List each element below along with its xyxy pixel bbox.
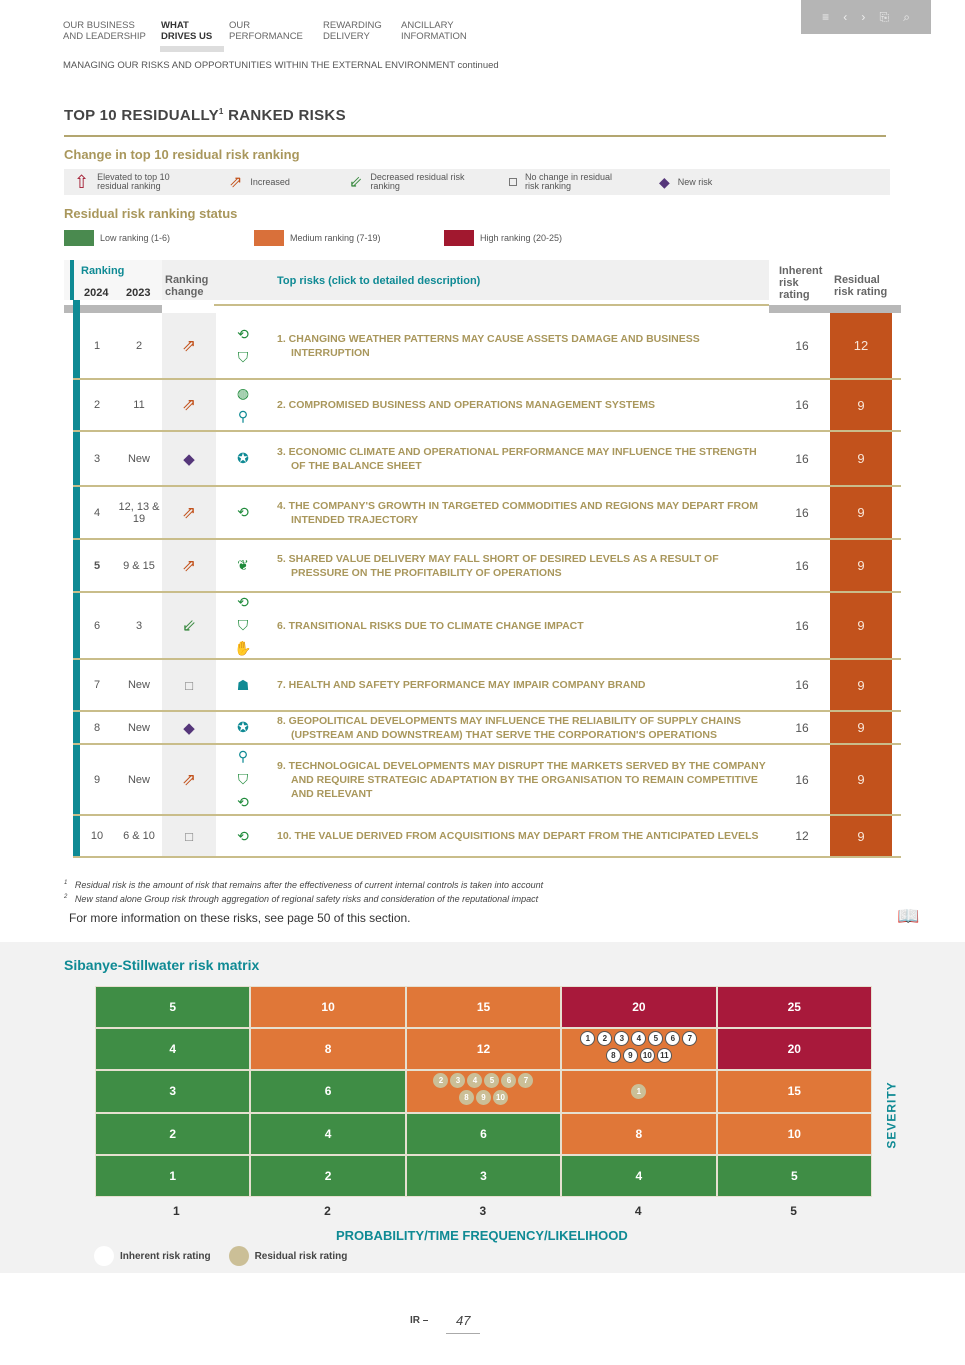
- risk-dot: 1: [580, 1031, 595, 1046]
- risk-dot: 4: [467, 1073, 482, 1088]
- footnote-1: [64, 880, 543, 891]
- increased-arrow-icon: ⇗: [229, 173, 243, 191]
- cell-value: 4: [635, 1168, 643, 1183]
- matrix-cell: [717, 1155, 872, 1197]
- inherent-rating: 16: [795, 720, 809, 735]
- cell-value: 2: [169, 1126, 177, 1141]
- risk-dot: 3: [450, 1073, 465, 1088]
- risk-description-link[interactable]: 3. ECONOMIC CLIMATE AND OPERATIONAL PERFORMANCE MAY INFLUENCE THE STRENGTH OF THE BALANCE SHEET: [277, 445, 757, 472]
- matrix-cell: [250, 1155, 405, 1197]
- rank-2024: 4: [93, 506, 101, 519]
- title-divider: [64, 135, 886, 137]
- footnote-text: New stand alone Group risk through aggregation of regional safety risks and consideration of the reputational impact: [74, 894, 539, 904]
- rank-2024: 1: [93, 339, 101, 352]
- x-tick: 4: [634, 1204, 642, 1218]
- matrix-cell: [95, 1155, 250, 1197]
- nochange-icon: □: [185, 677, 193, 693]
- risk-dot: 5: [648, 1031, 663, 1046]
- inherent-rating: 16: [795, 618, 809, 633]
- risk-description-link[interactable]: 6. TRANSITIONAL RISKS DUE TO CLIMATE CHANGE IMPACT: [277, 619, 584, 632]
- rank-2024: 10: [90, 830, 104, 842]
- risk-dot: 11: [657, 1048, 672, 1063]
- residual-rating: 9: [830, 432, 892, 485]
- decreased-arrow-icon: ⇙: [349, 173, 363, 191]
- teal-accent: [70, 260, 74, 300]
- cell-value: 15: [787, 1084, 801, 1099]
- risk-category-icons: [223, 540, 263, 591]
- year-2024-label: 2024: [84, 287, 109, 299]
- risk-dots: [571, 1083, 706, 1100]
- matrix-legend: [94, 1246, 347, 1266]
- section-subtitle: MANAGING OUR RISKS AND OPPORTUNITIES WITHIN THE EXTERNAL ENVIRONMENT continued: [63, 60, 499, 71]
- matrix-title: Sibanye-Stillwater risk matrix: [64, 957, 260, 973]
- matrix-cell: [717, 986, 872, 1028]
- inherent-rating: 16: [795, 678, 809, 692]
- cell-value: 20: [632, 1000, 646, 1015]
- low-swatch: [64, 230, 94, 246]
- footnote-2: [64, 894, 538, 905]
- cycle-icon: ⟲: [237, 504, 249, 520]
- x-axis-label: PROBABILITY/TIME FREQUENCY/LIKELIHOOD: [336, 1228, 628, 1243]
- cell-value: 2: [324, 1168, 332, 1183]
- matrix-cell: [406, 1028, 561, 1070]
- cell-value: 6: [480, 1126, 487, 1141]
- cycle-icon: ⟲: [237, 594, 249, 610]
- inherent-rating: 16: [795, 558, 809, 573]
- risk-dot: 10: [493, 1090, 508, 1105]
- cell-value: 8: [324, 1042, 332, 1057]
- legend-label: No change in residual risk ranking: [525, 172, 613, 191]
- risk-description-link[interactable]: 7. HEALTH AND SAFETY PERFORMANCE MAY IMPAIR COMPANY BRAND: [277, 679, 646, 691]
- inherent-dot-icon: [94, 1246, 114, 1266]
- ranking-change-cell: [162, 432, 216, 485]
- legend-label: Increased: [250, 176, 290, 187]
- rank-2024: 7: [93, 679, 101, 691]
- residual-rating: 9: [830, 816, 892, 856]
- risk-category-icons: [223, 712, 263, 743]
- legend-label: New risk: [677, 176, 713, 187]
- cell-value: 10: [321, 1000, 335, 1015]
- matrix-cell: [717, 1028, 872, 1070]
- residual-rating: 12: [830, 313, 892, 378]
- legend-label: Low ranking (1-6): [100, 233, 171, 243]
- rank-2023: 11: [133, 399, 145, 411]
- nav-our-performance[interactable]: OUR PERFORMANCE: [229, 20, 303, 42]
- risk-dot: 8: [459, 1090, 474, 1105]
- risk-dots: [571, 1030, 706, 1064]
- menu-icon[interactable]: ≡: [822, 10, 830, 24]
- matrix-cell: [250, 986, 405, 1028]
- footnote-mark: 1: [64, 880, 68, 886]
- ranking-change-cell: [162, 313, 216, 378]
- cell-value: 6: [324, 1084, 332, 1099]
- increased-icon: ⇗: [181, 769, 197, 789]
- matrix-cell: [561, 986, 716, 1028]
- decreased-icon: ⇙: [181, 615, 197, 635]
- new-icon: ◆: [183, 450, 195, 468]
- matrix-cell: [406, 986, 561, 1028]
- risk-category-icons: [223, 660, 263, 710]
- title-text-end: RANKED RISKS: [223, 107, 346, 124]
- risk-dot: 5: [484, 1073, 499, 1088]
- rank-2023: 6 & 10: [123, 830, 155, 842]
- footnote-mark: 2: [64, 894, 68, 900]
- risk-category-icons: [223, 816, 263, 856]
- rank-2023: New: [127, 773, 150, 786]
- increased-icon: ⇗: [181, 502, 197, 522]
- ranking-change-cell: [162, 816, 216, 856]
- risk-category-icons: [223, 432, 263, 485]
- risk-category-icons: [223, 380, 263, 430]
- cell-value: 3: [169, 1084, 177, 1099]
- no-change-square-icon: [509, 178, 517, 186]
- matrix-cell: [717, 1070, 872, 1112]
- table-row[interactable]: [73, 540, 901, 593]
- residual-rating: 9: [830, 540, 892, 591]
- inherent-rating: 12: [795, 829, 809, 843]
- table-row[interactable]: [73, 816, 901, 858]
- risk-dot: 2: [597, 1031, 612, 1046]
- helmet-icon: ☗: [236, 676, 250, 693]
- search-icon[interactable]: ⌕: [903, 9, 910, 24]
- title-footnote-mark: 1: [218, 107, 224, 116]
- legend-label: Decreased residual risk ranking: [370, 172, 465, 191]
- page-rule: [446, 1333, 480, 1334]
- cell-value: 5: [790, 1168, 798, 1183]
- severity-label: SEVERITY: [885, 1081, 900, 1149]
- high-swatch: [444, 230, 474, 246]
- cell-value: 20: [787, 1042, 801, 1057]
- risk-category-icons: [223, 313, 263, 378]
- legend-label: Medium ranking (7-19): [290, 233, 381, 243]
- rank-2024: 9: [93, 773, 101, 786]
- elevated-arrow-icon: ⇧: [74, 171, 90, 192]
- shield-icon: ⛉: [237, 617, 249, 633]
- status-legend: [64, 230, 562, 246]
- nav-ancillary-information[interactable]: ANCILLARY INFORMATION: [401, 20, 467, 42]
- table-row[interactable]: [73, 712, 901, 745]
- hand-icon: ✋: [234, 640, 252, 656]
- page-title: [64, 107, 346, 124]
- ranking-change-cell: [162, 660, 216, 710]
- matrix-cell: [717, 1113, 872, 1155]
- risk-dot: 6: [501, 1073, 516, 1088]
- risk-dot: 9: [623, 1048, 638, 1063]
- header-bar: [769, 305, 901, 313]
- matrix-cell: [95, 1070, 250, 1112]
- nav-what-drives-us[interactable]: WHAT DRIVES US: [161, 20, 213, 42]
- inherent-rating: 16: [795, 772, 809, 787]
- header-bar: [214, 304, 769, 306]
- risk-description-link[interactable]: 4. THE COMPANY'S GROWTH IN TARGETED COMMODITIES AND REGIONS MAY DEPART FROM INTENDED TRAJECTORY: [277, 499, 759, 526]
- risk-category-icons: [223, 593, 263, 658]
- bookmark-icon[interactable]: ⎘: [879, 9, 890, 24]
- table-row[interactable]: [73, 432, 901, 487]
- cell-value: 8: [635, 1126, 643, 1141]
- risk-dot: 1: [631, 1084, 646, 1099]
- cell-value: 4: [169, 1042, 177, 1057]
- matrix-cell: [95, 1028, 250, 1070]
- title-text: TOP 10 RESIDUALLY: [64, 107, 219, 124]
- residual-rating: 9: [830, 593, 892, 658]
- nav-our-business[interactable]: OUR BUSINESS AND LEADERSHIP: [63, 20, 146, 42]
- matrix-cell: [406, 1113, 561, 1155]
- matrix-cell: [561, 1113, 716, 1155]
- medal-icon: ✪: [237, 719, 249, 735]
- risk-description-link[interactable]: 9. TECHNOLOGICAL DEVELOPMENTS MAY DISRUPT THE MARKETS SERVED BY THE COMPANY AND REQUIRE STRATEGIC ADAPTATION BY THE ORGANISATION TO REMAIN COMPETITIVE AND RELEVANT: [277, 759, 766, 800]
- cell-value: 10: [787, 1126, 801, 1141]
- increased-icon: ⇗: [181, 555, 197, 575]
- globe-icon: ◍: [236, 385, 250, 401]
- risk-dot: 10: [640, 1048, 655, 1063]
- rank-2023: New: [127, 679, 150, 691]
- prev-icon[interactable]: ‹: [843, 10, 848, 24]
- matrix-cell: [250, 1113, 405, 1155]
- risk-dot: 7: [518, 1073, 533, 1088]
- rank-2024: 6: [93, 619, 101, 632]
- leaf-icon: ❦: [237, 557, 249, 573]
- page-prefix: IR –: [410, 1315, 429, 1326]
- risk-category-icons: [223, 745, 263, 814]
- risk-dot: 9: [476, 1090, 491, 1105]
- change-heading: Change in top 10 residual risk ranking: [64, 147, 300, 162]
- risk-dot: 3: [614, 1031, 629, 1046]
- status-heading: Residual risk ranking status: [64, 206, 238, 221]
- legend-label: Inherent risk rating: [120, 1250, 211, 1262]
- residual-rating: 9: [830, 380, 892, 430]
- residual-label: Residual risk rating: [834, 274, 888, 298]
- ranking-change-cell: [162, 380, 216, 430]
- cell-value: 4: [324, 1126, 332, 1141]
- rank-2024: 8: [93, 721, 101, 734]
- matrix-cell: [406, 1155, 561, 1197]
- ranking-change-label: Ranking change: [165, 274, 209, 298]
- legend-label: Residual risk rating: [254, 1250, 348, 1262]
- footnote-text: Residual risk is the amount of risk that remains after the effectiveness of current internal controls is taken into account: [74, 880, 544, 890]
- increased-icon: ⇗: [181, 395, 197, 414]
- shield-icon: ⛉: [237, 348, 249, 365]
- risk-description-link[interactable]: 8. GEOPOLITICAL DEVELOPMENTS MAY INFLUENCE THE RELIABILITY OF SUPPLY CHAINS (UPSTREAM AND DOWNSTREAM) THAT SERVE THE CORPORATION'S OPERATIONS: [277, 714, 742, 741]
- cell-value: 25: [787, 1000, 801, 1015]
- cycle-icon: ⟲: [237, 794, 249, 810]
- rank-2023: 2: [135, 339, 143, 352]
- rank-2023: 12, 13 & 19: [118, 500, 160, 525]
- risk-description-link[interactable]: 1. CHANGING WEATHER PATTERNS MAY CAUSE ASSETS DAMAGE AND BUSINESS INTERRUPTION: [277, 332, 700, 359]
- table-row[interactable]: [73, 313, 901, 380]
- legend-label: Elevated to top 10 residual ranking: [97, 172, 170, 191]
- cycle-icon: ⟲: [237, 325, 249, 342]
- rank-2023: New: [127, 721, 150, 734]
- new-risk-diamond-icon: ◆: [659, 173, 670, 190]
- ranking-change-cell: [162, 712, 216, 743]
- toolbar: [801, 0, 931, 34]
- cell-value: 5: [169, 1000, 177, 1015]
- ranking-change-cell: [162, 593, 216, 658]
- risk-dot: 8: [606, 1048, 621, 1063]
- rank-2023: New: [127, 452, 150, 465]
- cycle-icon: ⟲: [237, 827, 249, 844]
- ranking-change-cell: [162, 487, 216, 538]
- matrix-cell: [250, 1070, 405, 1112]
- new-icon: ◆: [183, 719, 195, 737]
- legend-label: High ranking (20-25): [480, 233, 563, 243]
- residual-rating: 9: [830, 660, 892, 710]
- risk-dot: 7: [682, 1031, 697, 1046]
- inherent-rating: 16: [795, 451, 809, 466]
- inherent-label: Inherent risk rating: [779, 265, 823, 301]
- ranking-change-cell: [162, 540, 216, 591]
- risk-dots: [426, 1072, 541, 1106]
- risk-dot: 4: [631, 1031, 646, 1046]
- cell-value: 12: [476, 1042, 491, 1057]
- inherent-rating: 16: [795, 398, 809, 412]
- x-tick: 2: [324, 1204, 331, 1218]
- cell-value: 1: [169, 1168, 177, 1183]
- inherent-rating: 16: [795, 338, 809, 353]
- page-number: 47: [456, 1313, 471, 1328]
- matrix-cell: [95, 1113, 250, 1155]
- residual-rating: 9: [830, 487, 892, 538]
- medium-swatch: [254, 230, 284, 246]
- cell-value: 15: [476, 1000, 491, 1015]
- rank-2024: 2: [93, 399, 101, 411]
- ranking-label: Ranking: [81, 265, 125, 277]
- risk-description-link[interactable]: 5. SHARED VALUE DELIVERY MAY FALL SHORT OF DESIRED LEVELS AS A RESULT OF PRESSURE ON THE PROFITABILITY OF OPERATIONS: [277, 552, 719, 579]
- rank-2024: 5: [93, 559, 101, 572]
- table-row[interactable]: [73, 487, 901, 540]
- residual-rating: 9: [830, 712, 892, 743]
- risk-dot: 2: [433, 1073, 448, 1088]
- risk-dot: 6: [665, 1031, 680, 1046]
- nav-rewarding-delivery[interactable]: REWARDING DELIVERY: [323, 20, 382, 42]
- nochange-icon: □: [185, 828, 193, 844]
- risk-description-link[interactable]: 2. COMPROMISED BUSINESS AND OPERATIONS MANAGEMENT SYSTEMS: [277, 399, 656, 411]
- shield-icon: ⛉: [237, 771, 249, 787]
- ranking-change-cell: [162, 745, 216, 814]
- book-icon[interactable]: 📖: [897, 906, 920, 926]
- x-tick: 1: [173, 1204, 180, 1218]
- rank-2023: 9 & 15: [123, 559, 155, 572]
- more-info-link[interactable]: For more information on these risks, see page 50 of this section.: [69, 911, 411, 925]
- table-row[interactable]: [73, 745, 901, 816]
- risk-description-link[interactable]: 10. THE VALUE DERIVED FROM ACQUISITIONS MAY DEPART FROM THE ANTICIPATED LEVELS: [277, 830, 759, 842]
- risk-category-icons: [223, 487, 263, 538]
- active-tab-indicator: [160, 46, 224, 52]
- next-icon[interactable]: ›: [861, 10, 866, 24]
- cell-value: 3: [480, 1168, 487, 1183]
- x-tick: 3: [479, 1204, 487, 1218]
- table-row[interactable]: [73, 380, 901, 432]
- residual-rating: 9: [830, 745, 892, 814]
- residual-dot-icon: [229, 1246, 249, 1266]
- medal-icon: ✪: [237, 450, 249, 466]
- table-row[interactable]: [73, 593, 901, 660]
- rank-2023: 3: [135, 619, 143, 632]
- matrix-cell: [561, 1155, 716, 1197]
- matrix-cell: [250, 1028, 405, 1070]
- x-tick: 5: [790, 1204, 797, 1218]
- pin-icon: ⚲: [237, 408, 249, 424]
- table-row[interactable]: [73, 660, 901, 712]
- matrix-cell: [95, 986, 250, 1028]
- top-risks-label[interactable]: Top risks (click to detailed description): [277, 275, 481, 287]
- increased-icon: ⇗: [181, 335, 197, 355]
- pin-icon: ⚲: [237, 748, 249, 764]
- year-2023-label: 2023: [126, 287, 151, 299]
- change-legend: [64, 169, 890, 195]
- inherent-rating: 16: [795, 505, 809, 520]
- rank-2024: 3: [93, 452, 101, 465]
